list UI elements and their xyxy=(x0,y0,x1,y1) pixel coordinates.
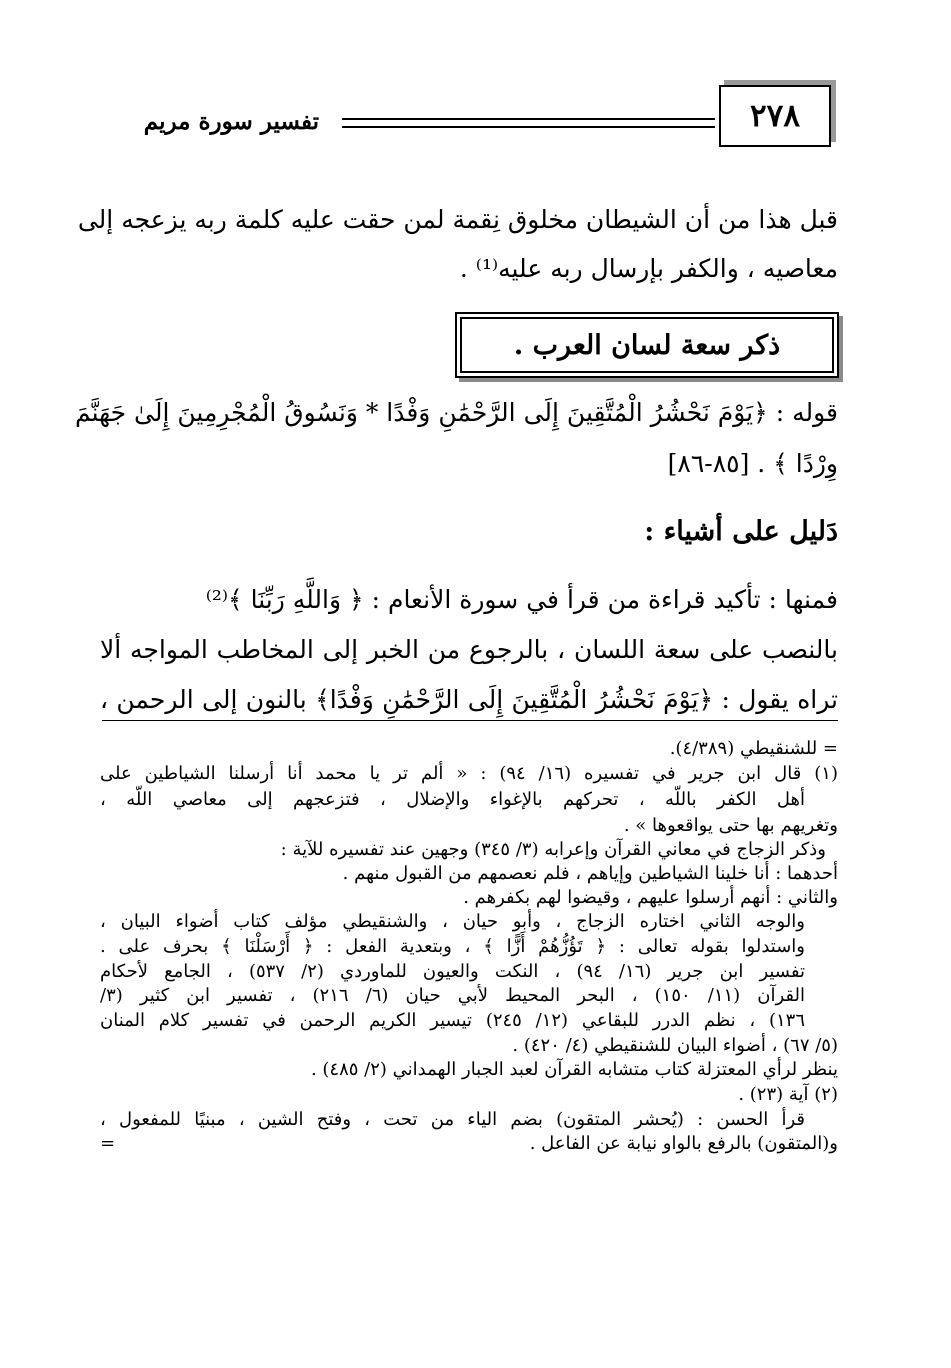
footnote-line: ينظر لرأي المعتزلة كتاب متشابه القرآن لعبد الجبار الهمداني (٢/ ٤٨٥) . xyxy=(310,1059,838,1080)
continuation-mark: = xyxy=(100,1133,116,1154)
body-line: فمنها : تأكيد قراءة من قرأ في سورة الأنعام : ﴿ وَاللَّهِ رَبِّنَا ﴾⁽²⁾ xyxy=(205,585,838,614)
body-line: تراه يقول : ﴿يَوْمَ نَحْشُرُ الْمُتَّقِينَ إِلَى الرَّحْمَٰنِ وَفْدًا﴾ بالنون إلى الرحمن ، xyxy=(100,685,838,714)
page-number-box xyxy=(719,85,831,147)
body-line: وِرْدًا ﴾ . [٨٥-٨٦] xyxy=(667,449,838,478)
header-rule-top xyxy=(342,118,715,120)
footnote-line: وتغريهم بها حتى يواقعوها » . xyxy=(623,815,838,836)
footnote-line: القرآن (١١/ ١٥٠) ، البحر المحيط لأبي حيان (٦/ ٢١٦) ، تفسير ابن كثير (٣/ xyxy=(100,985,805,1006)
footnote-line: تفسير ابن جرير (١٦/ ٩٤) ، النكت والعيون للماوردي (٢/ ٥٣٧) ، الجامع لأحكام xyxy=(100,961,805,982)
footnote-line: والثاني : أنهم أرسلوا عليهم ، وقيضوا لهم بكفرهم . xyxy=(463,887,838,908)
footnote-line: ١٣٦) ، نظم الدرر للبقاعي (١٢/ ٢٤٥) تيسير الكريم الرحمن في تفسير كلام المنان xyxy=(100,1010,805,1031)
body-line: معاصيه ، والكفر بإرسال ربه عليه⁽¹⁾ . xyxy=(459,254,838,283)
footnote-line: أهل الكفر باللّه ، تحركهم بالإغواء والإضلال ، فتزعجهم إلى معاصي اللّه ، xyxy=(100,789,805,810)
footnote-line: (١) قال ابن جرير في تفسيره (١٦/ ٩٤) : « ألم تر يا محمد أنا أرسلنا الشياطين على xyxy=(100,763,838,784)
footnote-line: (٢) آية (٢٣) . xyxy=(738,1084,838,1105)
body-line: قبل هذا من أن الشيطان مخلوق نِقمة لمن حقت عليه كلمة ربه يزعجه إلى xyxy=(77,205,838,234)
footnote-line: واستدلوا بقوله تعالى : ﴿ تَؤُزُّهُمْ أَزًّا ﴾ ، وبتعدية الفعل : ﴿ أَرْسَلْنَا ﴾ بحرف على . xyxy=(100,936,805,957)
footnote-line: والوجه الثاني اختاره الزجاج ، وأبو حيان ، والشنقيطي مؤلف كتاب أضواء البيان ، xyxy=(100,911,805,932)
section-heading-box xyxy=(455,312,839,378)
footnote-line: قرأ الحسن : (يُحشر المتقون) بضم الياء من تحت ، وفتح الشين ، مبنيًا للمفعول ، xyxy=(100,1109,805,1130)
page-number: ٢٧٨ xyxy=(750,98,800,134)
sub-heading: دَليل على أشياء : xyxy=(644,516,838,547)
body-line: قوله : ﴿يَوْمَ نَحْشُرُ الْمُتَّقِينَ إِلَى الرَّحْمَٰنِ وَفْدًا * وَنَسُوقُ الْمُجْرِمِينَ إِلَىٰ جَهَنَّمَ xyxy=(74,398,838,427)
body-line: بالنصب على سعة اللسان ، بالرجوع من الخبر إلى المخاطب المواجه ألا xyxy=(100,635,838,664)
footnote-line: (٥/ ٦٧) ، أضواء البيان للشنقيطي (٤/ ٤٢٠) . xyxy=(512,1035,838,1056)
footnote-line: وذكر الزجاج في معاني القرآن وإعرابه (٣/ ٣٤٥) وجهين عند تفسيره للآية : xyxy=(280,839,826,860)
footnote-line: و(المتقون) بالرفع بالواو نيابة عن الفاعل . xyxy=(529,1133,838,1154)
footnote-line: = للشنقيطي (٤/٣٨٩). xyxy=(669,738,838,759)
footnote-separator xyxy=(102,720,838,721)
section-heading: ذكر سعة لسان العرب . xyxy=(513,329,781,361)
footnote-line: أحدهما : أنا خلينا الشياطين وإياهم ، فلم نعصمهم من القبول منهم . xyxy=(342,863,838,884)
running-title: تفسير سورة مريم xyxy=(143,108,319,135)
header-rule-bottom xyxy=(342,126,715,128)
